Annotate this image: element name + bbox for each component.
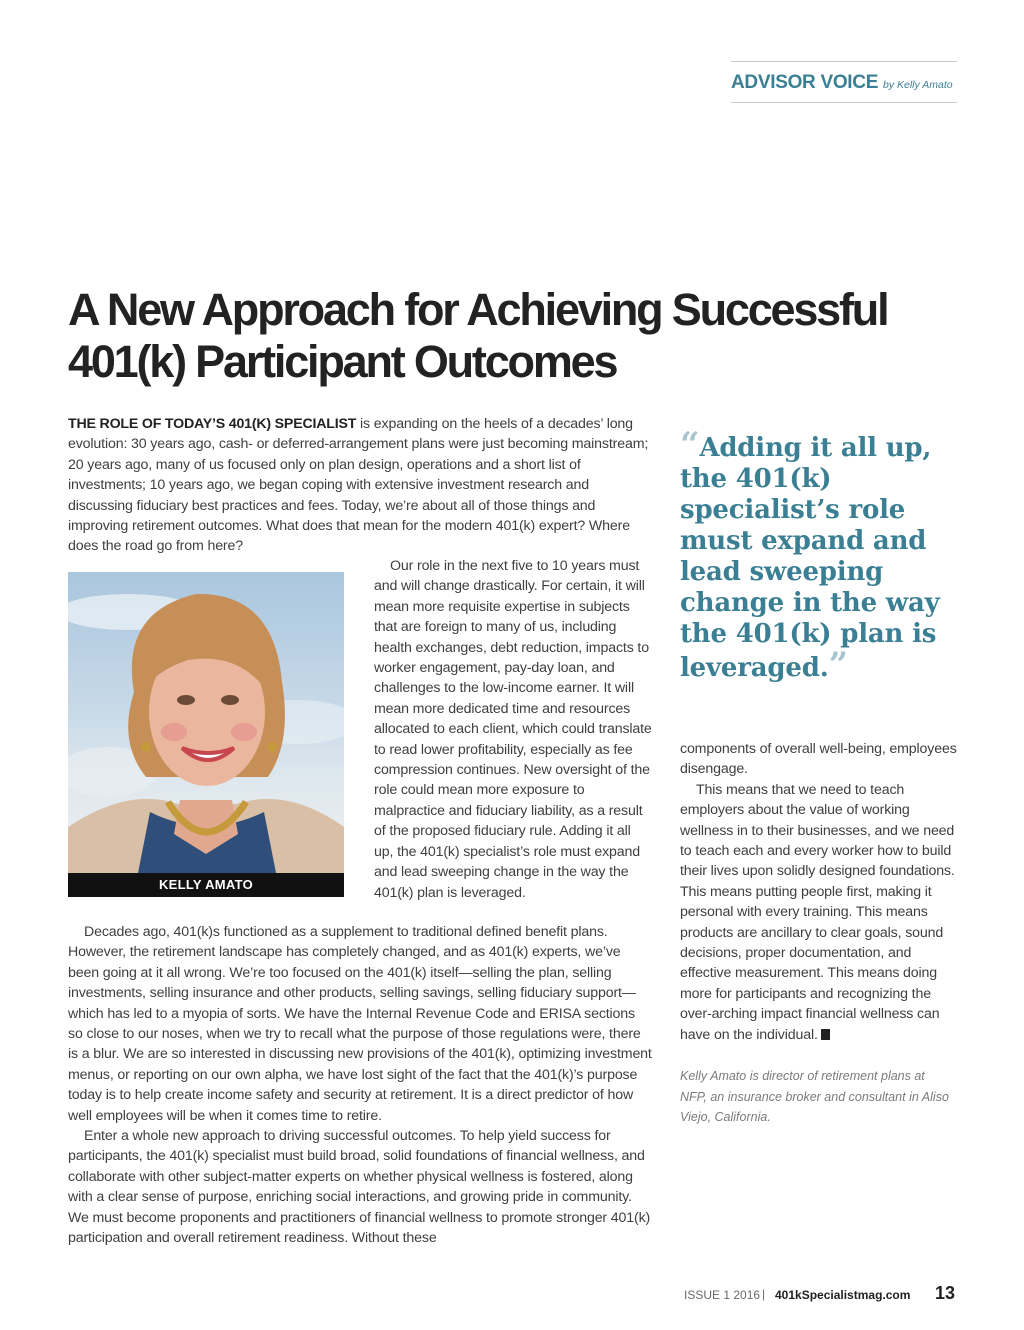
pull-quote-text: Adding it all up, the 401(k) specialist’s role must expand and lead sweeping change in the way the 401(k) plan is leveraged. — [680, 433, 940, 683]
right-paragraph-teach-text: This means that we need to teach employers about the value of working wellness in to their businesses, and we need to teach each and every worker how to build their lives upon solidly designed foundations. This means putting people first, making it personal with every training. This means products are ancillary to clear goals, sound decisions, proper documentation, and effective measurement. This means doing more for participants and recognizing the over-arching impact financial wellness can have on the individual. — [680, 781, 955, 1043]
end-mark-icon: K — [821, 1029, 830, 1040]
middle-column — [374, 556, 652, 903]
intro-text: is expanding on the heels of a decades’ long evolution: 30 years ago, cash- or deferred-arrangement plans were just becoming mainstream; 20 years ago, many of us focused only on plan design, operations and a short list of investments; 10 years ago, we began coping with extensive investment research and discussing fiduciary best practices and fees. Today, we’re about all of those things and improving retirement outcomes. What does that mean for the modern 401(k) expert? Where does the road go from here? — [68, 416, 649, 555]
photo-caption: KELLY AMATO — [68, 873, 344, 897]
article-title: A New Approach for Achieving Successful 401(k) Participant Outcomes — [68, 284, 888, 387]
section-header — [731, 61, 957, 103]
right-column — [680, 739, 960, 1045]
section-label: ADVISOR VOICE — [731, 72, 879, 93]
page-number: 13 — [935, 1283, 956, 1303]
body-paragraph-approach: Enter a whole new approach to driving successful outcomes. To help yield success for participants, the 401(k) specialist must build broad, solid foundations of financial wellness, and collaborate with other subject-matter experts on whether physical wellness is fostered, along with a clear sense of purpose, enriching social interactions, and growing pride in community. We must become proponents and practitioners of financial wellness to promote stronger 401(k) participation and overall retirement readiness. Without these — [68, 1128, 651, 1247]
open-quote-mark: “ — [680, 425, 700, 465]
middle-paragraph: Our role in the next five to 10 years must and will change drastically. For certain, it will mean more requisite expertise in subjects that are foreign to many of us, including health exchanges, debt reduction, impacts to worker engagement, pay-day loan, and challenges to the low-income earner. It will mean more dedicated time and resources allocated to each client, which could translate to read lower profitability, especially as fee compression continues. New oversight of the role could mean more exposure to malpractice and fiduciary liability, as a result of the proposed fiduciary rule. Adding it all up, the 401(k) specialist’s role must expand and lead sweeping change in the way the 401(k) plan is leveraged. — [374, 558, 652, 901]
footer-separator: | — [762, 1287, 766, 1301]
author-bio: Kelly Amato is director of retirement plans at NFP, an insurance broker and consultant in Aliso Viejo, California. — [680, 1069, 949, 1124]
right-paragraph-components: components of overall well-being, employees disengage. — [680, 741, 957, 778]
website-label: 401kSpecialistmag.com — [775, 1288, 911, 1302]
author-photo — [68, 572, 344, 873]
byline: by Kelly Amato — [883, 79, 953, 91]
right-paragraph-teach — [680, 780, 960, 1045]
intro-paragraph — [68, 414, 653, 557]
issue-label: ISSUE 1 2016 — [684, 1288, 761, 1302]
close-quote-mark: ” — [828, 645, 848, 685]
pull-quote — [680, 425, 970, 685]
page-footer — [684, 1283, 958, 1305]
body-paragraph-decades: Decades ago, 401(k)s functioned as a supplement to traditional defined benefit plans. However, the retirement landscape has completely changed, and as 401(k) experts, we’ve been going at it all wrong. We’re too focused on the 401(k) itself—selling the plan, selling investments, selling insurance and other products, selling savings, selling fiduciary support—which has led to a myopia of sorts. We have the Internal Revenue Code and ERISA sections so close to our noses, when we try to recall what the purpose of those regulations were, there is a blur. We are so interested in discussing new provisions of the 401(k), optimizing investment menus, or reporting on our own alpha, we have lost sight of the fact that the 401(k)’s purpose today is to help create income safety and security at retirement. It is a direct predictor of how well employees will be when it comes time to retire. — [68, 924, 652, 1124]
bottom-column — [68, 922, 653, 1249]
portrait-illustration — [68, 572, 344, 873]
intro-lead-in: THE ROLE OF TODAY’S 401(K) SPECIALIST — [68, 416, 357, 432]
